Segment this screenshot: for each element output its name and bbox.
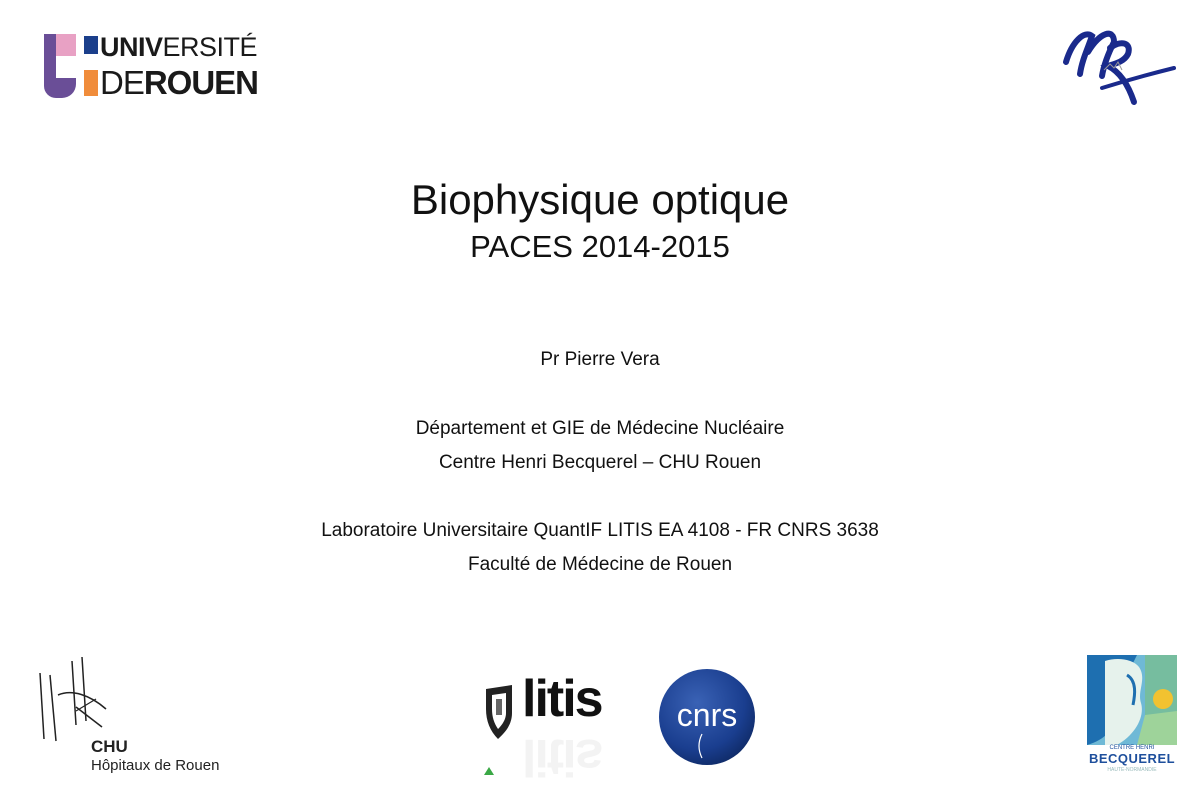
logo-shape [84, 36, 98, 54]
logo-text-universite: UNIVERSITÉ [100, 32, 258, 62]
chu-name: CHU [91, 737, 128, 756]
litis-shield-icon [482, 683, 516, 741]
cnrs-logo [658, 668, 756, 766]
chu-hopitaux-de-rouen-logo [36, 655, 246, 780]
litis-leaf-icon [484, 767, 494, 777]
logo-shape [56, 34, 76, 56]
litis-name: litis [522, 670, 602, 728]
affiliation-1-line-1: Département et GIE de Médecine Nucléaire [415, 418, 785, 439]
affiliation-2-line-1: Laboratoire Universitaire QuantIF LITIS EA 4108 - FR CNRS 3638 [321, 520, 879, 541]
chu-emblem-icon [36, 655, 126, 745]
litis-logo [482, 670, 622, 786]
becquerel-bottom-text: HAUTE-NORMANDIE [1107, 767, 1157, 773]
mr-logo [1058, 22, 1178, 114]
logo-shape [84, 70, 98, 96]
cnrs-emblem-icon [658, 668, 756, 766]
becquerel-emblem-icon [1087, 655, 1177, 745]
litis-reflection: litis [522, 728, 602, 786]
centre-henri-becquerel-logo [1087, 655, 1177, 775]
affiliation-1-line-2: Centre Henri Becquerel – CHU Rouen [438, 452, 762, 473]
universite-de-rouen-logo [44, 32, 259, 101]
cnrs-name: cnrs [676, 697, 738, 733]
becquerel-top-text: CENTRE HENRI [1109, 745, 1155, 751]
chu-subname: Hôpitaux de Rouen [91, 757, 220, 774]
logo-shape [56, 78, 76, 98]
logo-text-de-rouen: DEROUEN [100, 64, 259, 101]
logo-shape [44, 34, 56, 98]
page-title: Biophysique optique [410, 176, 790, 223]
affiliation-2-line-2: Faculté de Médecine de Rouen [467, 554, 733, 575]
page-subtitle: PACES 2014-2015 [470, 229, 730, 264]
becquerel-name: BECQUEREL [1088, 751, 1176, 766]
author: Pr Pierre Vera [540, 349, 660, 370]
